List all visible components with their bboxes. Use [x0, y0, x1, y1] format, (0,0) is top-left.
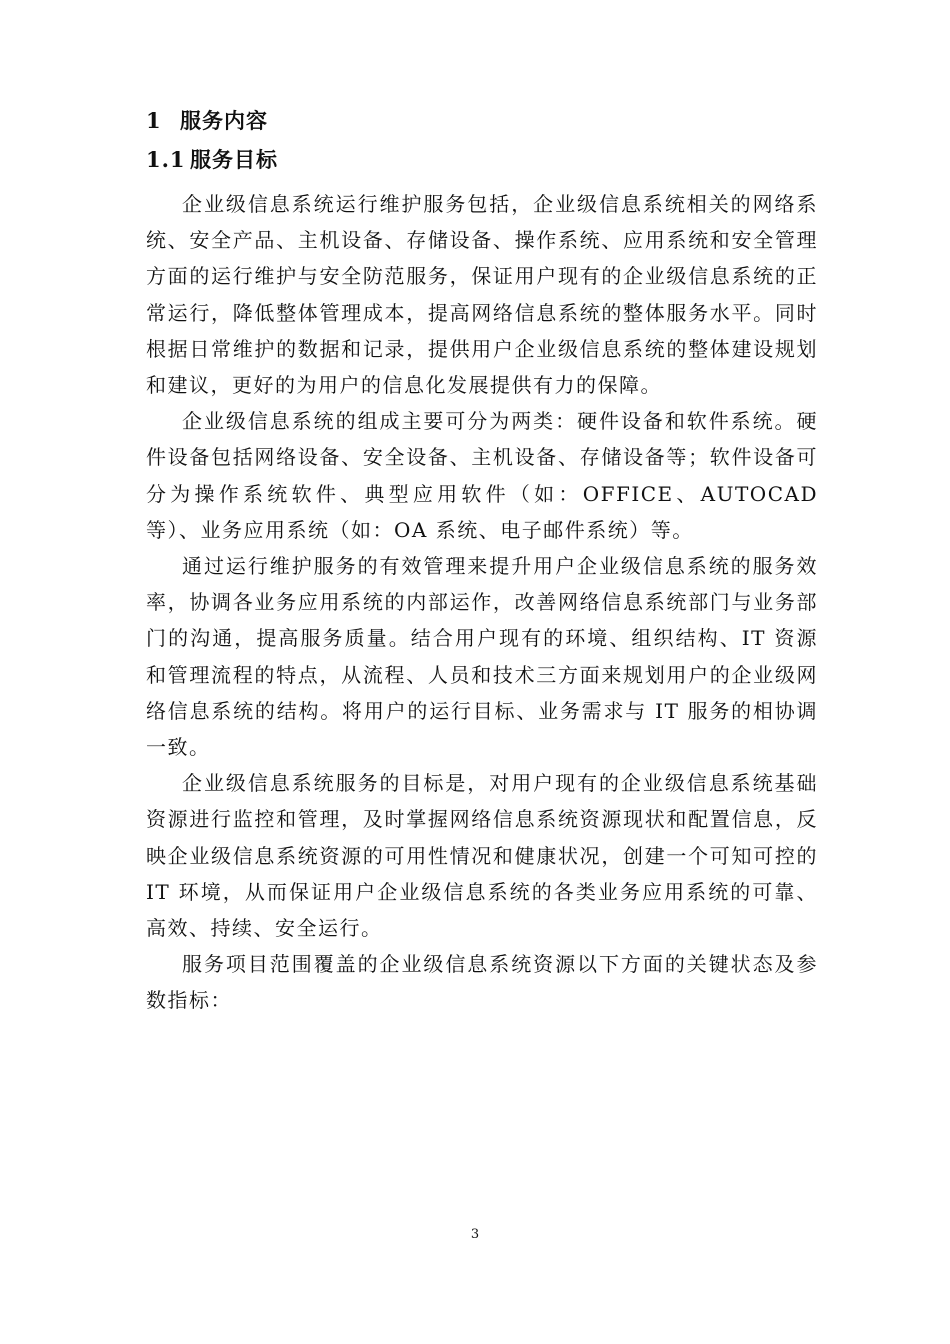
paragraph-service-efficiency: 通过运行维护服务的有效管理来提升用户企业级信息系统的服务效率，协调各业务应用系统的内部运作，改善网络信息系统部门与业务部门的沟通，提高服务质量。结合用户现有的环境、组织结构、IT 资源和管理流程的特点，从流程、人员和技术三方面来规划用户的企业级网络信息系统的结构。将用户的运行目标、业务需求与 IT 服务的相协调一致。 [146, 554, 818, 760]
paragraph-system-composition: 企业级信息系统的组成主要可分为两类：硬件设备和软件系统。硬件设备包括网络设备、安全设备、主机设备、存储设备等；软件设备可分为操作系统软件、典型应用软件（如：OFFICE、AUTOCAD 等）、业务应用系统（如：OA 系统、电子邮件系统）等。 [146, 409, 818, 542]
paragraph-service-scope: 企业级信息系统运行维护服务包括，企业级信息系统相关的网络系统、安全产品、主机设备、存储设备、操作系统、应用系统和安全管理方面的运行维护与安全防范服务，保证用户现有的企业级信息系统的正常运行，降低整体管理成本，提高网络信息系统的整体服务水平。同时根据日常维护的数据和记录，提供用户企业级信息系统的整体建设规划和建议，更好的为用户的信息化发展提供有力的保障。 [146, 192, 818, 398]
body-text [146, 186, 818, 1019]
subsection-title: 服务目标 [190, 147, 278, 172]
section-heading [146, 106, 268, 136]
subsection-heading [146, 145, 278, 175]
subsection-number: 1.1 [146, 147, 186, 172]
paragraph-service-goal: 企业级信息系统服务的目标是，对用户现有的企业级信息系统基础资源进行监控和管理，及时掌握网络信息系统资源现状和配置信息，反映企业级信息系统资源的可用性情况和健康状况，创建一个可知可控的 IT 环境，从而保证用户企业级信息系统的各类业务应用系统的可靠、高效、持续、安全运行。 [146, 771, 818, 941]
page-number: 3 [470, 1227, 480, 1242]
section-title: 服务内容 [180, 108, 268, 133]
section-number: 1 [146, 108, 162, 133]
paragraph-resource-coverage: 服务项目范围覆盖的企业级信息系统资源以下方面的关键状态及参数指标： [146, 952, 818, 1013]
